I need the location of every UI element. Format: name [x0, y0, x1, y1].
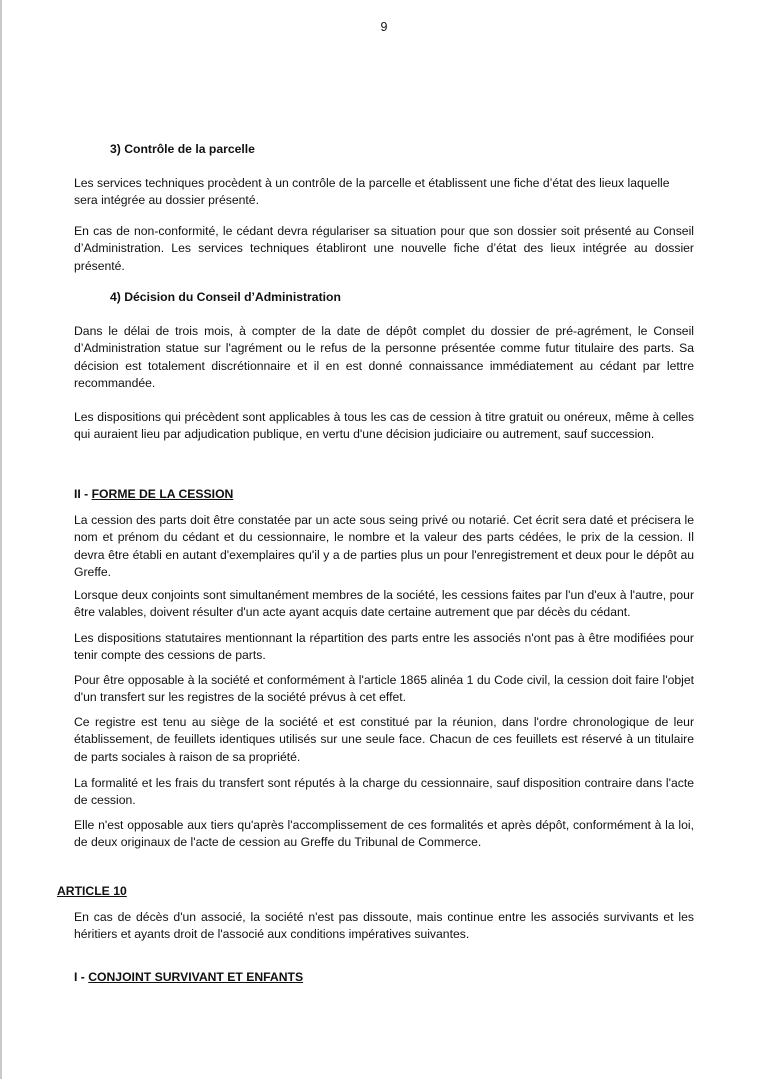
paragraph-conjoints: Lorsque deux conjoints sont simultanément membres de la société, les cessions faites par l'un d'eux à l'autre, pour être valables, doivent résulter d'un acte ayant acquis date certaine autrement que par décès du cédant.: [74, 588, 694, 620]
paragraph-frais: La formalité et les frais du transfert sont réputés à la charge du cessionnaire, sauf disposition contraire dans l'acte de cession.: [74, 776, 694, 808]
page-edge: [0, 0, 2, 1079]
paragraph-opposable: Pour être opposable à la société et conformément à l'article 1865 alinéa 1 du Code civil, la cession doit faire l'objet d'un transfert sur les registres de la société prévus à cet effet.: [74, 673, 694, 705]
heading-controle-parcelle: 3) Contrôle de la parcelle: [110, 142, 255, 156]
paragraph-cession-acte: La cession des parts doit être constatée par un acte sous seing privé ou notarié. Cet écrit sera daté et précisera le nom et prénom du cédant et du cessionnaire, le nombre et la valeur des parts cédées, le prix de la cession. Il devra être établi en autant d'exemplaires qu'il y a de parties plus un pour l'enregistrement et deux pour le dépôt au Greffe.: [74, 513, 694, 579]
paragraph-deces: En cas de décès d'un associé, la société n'est pas dissoute, mais continue entre les associés survivants et les héritiers et ayants droit de l'associé aux conditions impératives suivantes.: [74, 910, 694, 942]
section-number: II -: [74, 487, 92, 501]
paragraph-repartition: Les dispositions statutaires mentionnant la répartition des parts entre les associés n'ont pas à être modifiées pour tenir compte des cessions de parts.: [74, 631, 694, 663]
heading-forme-cession: [74, 486, 233, 503]
page-number: 9: [380, 20, 388, 34]
paragraph-registre: Ce registre est tenu au siège de la société et est constitué par la réunion, dans l'ordre chronologique de leur établissement, de feuillets identiques utilisés sur une seule face. Chacun de ces feuillets est réservé à un titulaire de parts sociales à raison de sa propriété.: [74, 715, 694, 764]
section-title: FORME DE LA CESSION: [91, 487, 234, 501]
paragraph-opposable-tiers: Elle n'est opposable aux tiers qu'après l'accomplissement de ces formalités et après dépôt, conformément à la loi, de deux originaux de l'acte de cession au Greffe du Tribunal de Commerce.: [74, 818, 694, 850]
paragraph-non-conformite: En cas de non-conformité, le cédant devra régulariser sa situation pour que son dossier soit présenté au Conseil d’Administration. Les services techniques établiront une nouvelle fiche d’état des lieux intégrée au dossier présenté.: [74, 224, 694, 273]
paragraph-delai: Dans le délai de trois mois, à compter de la date de dépôt complet du dossier de pré-agrément, le Conseil d’Administration statue sur l'agrément ou le refus de la personne présentée comme futur titulaire des parts. Sa décision est totalement discrétionnaire et il en est donné connaissance immédiatement au cédant par lettre recommandée.: [74, 324, 694, 390]
paragraph-dispositions: Les dispositions qui précèdent sont applicables à tous les cas de cession à titre gratuit ou onéreux, même à celles qui auraient lieu par adjudication publique, en vertu d'une décision judiciaire ou autrement, sauf succession.: [74, 410, 694, 442]
heading-decision-conseil: 4) Décision du Conseil d’Administration: [110, 290, 341, 304]
heading-conjoint-survivant: [74, 969, 303, 986]
heading-article-10: ARTICLE 10: [57, 884, 127, 898]
paragraph-controle: Les services techniques procèdent à un contrôle de la parcelle et établissent une fiche d’état des lieux laquelle sera intégrée au dossier présenté.: [74, 176, 670, 208]
section-number: I -: [74, 970, 89, 984]
section-title: CONJOINT SURVIVANT ET ENFANTS: [88, 970, 304, 984]
